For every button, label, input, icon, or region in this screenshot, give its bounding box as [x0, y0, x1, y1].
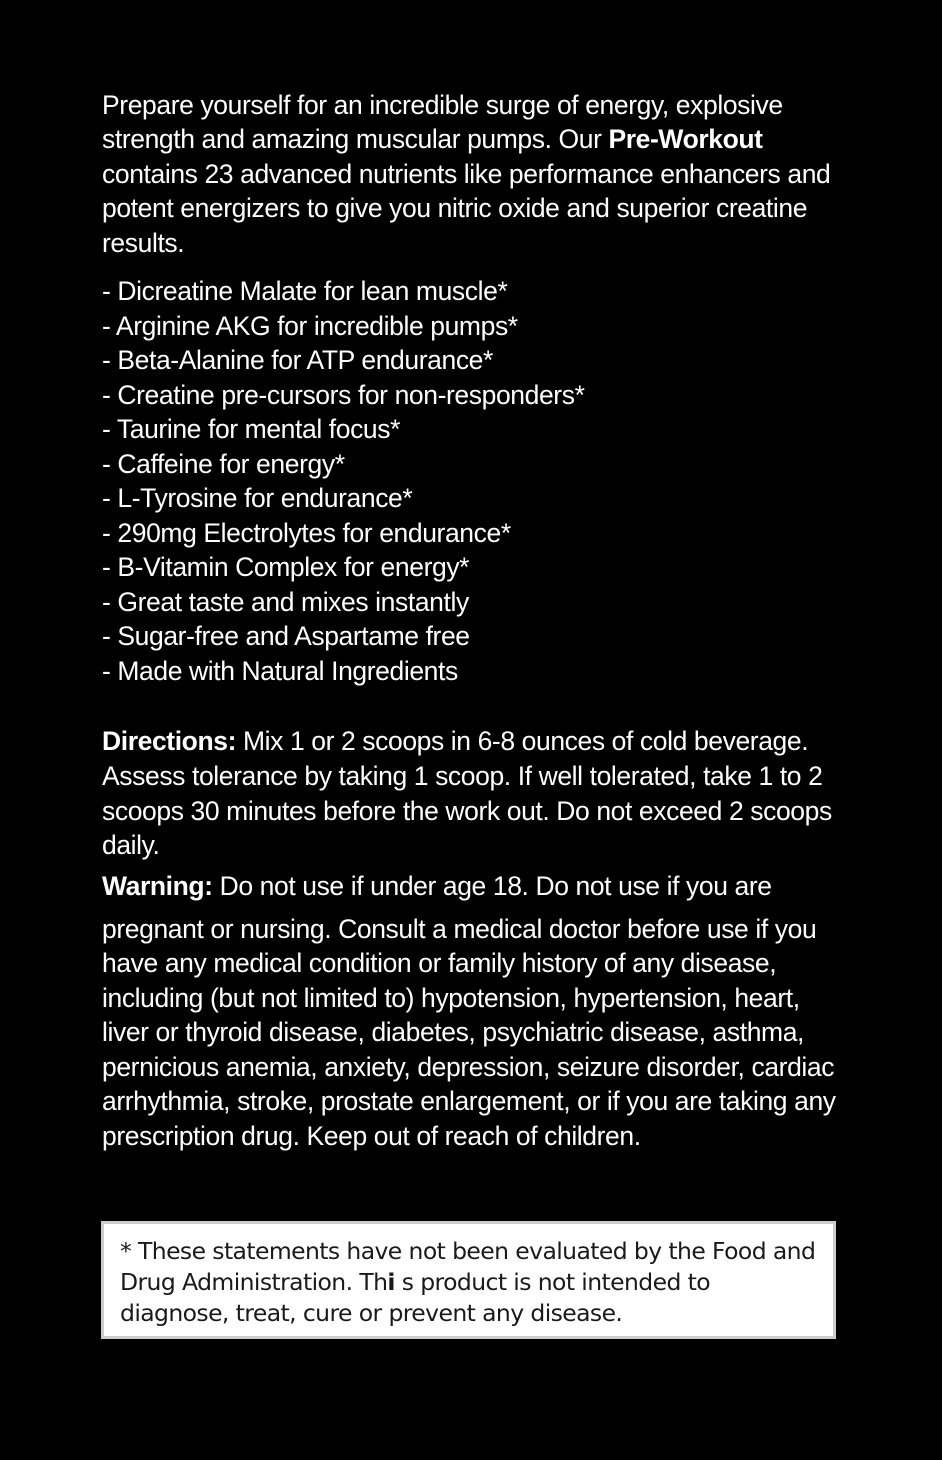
warning-paragraph — [102, 869, 848, 1153]
benefit-item: - L-Tyrosine for endurance* — [102, 483, 413, 514]
disclaimer-text-end: s product is not intended to diagnose, treat, cure or prevent any disease. — [120, 1268, 711, 1327]
warning-label: Warning: — [102, 871, 213, 902]
intro-text-start: Prepare yourself for an incredible surge of energy, explosive strength and amazing muscular pumps. Our — [102, 90, 783, 155]
intro-text-end: contains 23 advanced nutrients like performance enhancers and potent energizers to give you nitric oxide and superior creatine results. — [102, 158, 831, 258]
benefits-list — [102, 274, 848, 688]
benefit-item: - Made with Natural Ingredients — [102, 655, 458, 686]
benefit-item: - Taurine for mental focus* — [102, 414, 401, 445]
benefit-item: - Caffeine for energy* — [102, 448, 345, 479]
directions-label: Directions: — [102, 726, 237, 757]
benefit-item: - 290mg Electrolytes for endurance* — [102, 517, 511, 548]
benefit-item: - Dicreatine Malate for lean muscle* — [102, 276, 508, 307]
benefit-item: - Creatine pre-cursors for non-responders* — [102, 379, 585, 410]
benefit-item: - Great taste and mixes instantly — [102, 586, 469, 617]
benefit-item: - Beta-Alanine for ATP endurance* — [102, 345, 493, 376]
fda-disclaimer-box — [101, 1221, 836, 1339]
benefit-item: - B-Vitamin Complex for energy* — [102, 552, 470, 583]
disclaimer-text-start: * These statements have not been evaluated by the Food and Drug Administration. Th — [120, 1237, 816, 1296]
product-name: Pre-Workout — [608, 124, 763, 155]
directions-paragraph — [102, 724, 848, 863]
warning-first-line — [102, 869, 848, 904]
label-text-panel — [102, 88, 848, 1153]
directions-text: Mix 1 or 2 scoops in 6-8 ounces of cold beverage. Assess tolerance by taking 1 scoop. If well tolerated, take 1 to 2 scoops 30 minutes before the work out. Do not exceed 2 scoops daily. — [102, 726, 842, 861]
disclaimer-bold-letter: i — [387, 1268, 395, 1296]
fda-disclaimer-text — [120, 1236, 819, 1329]
benefit-item: - Arginine AKG for incredible pumps* — [102, 310, 518, 341]
intro-paragraph — [102, 88, 848, 260]
warning-text: pregnant or nursing. Consult a medical doctor before use if you have any medical condition or family history of any disease, including (but not limited to) hypotension, hypertension, heart, liver or thyroid disease, diabetes, psychiatric disease, asthma, pernicious anemia, anxiety, depression, seizure disorder, cardiac arrhythmia, stroke, prostate enlargement, or if you are taking any prescription drug. Keep out of reach of children. — [102, 913, 836, 1151]
benefit-item: - Sugar-free and Aspartame free — [102, 621, 470, 652]
warning-first-text: Do not use if under age 18. Do not use if you are — [212, 871, 772, 902]
